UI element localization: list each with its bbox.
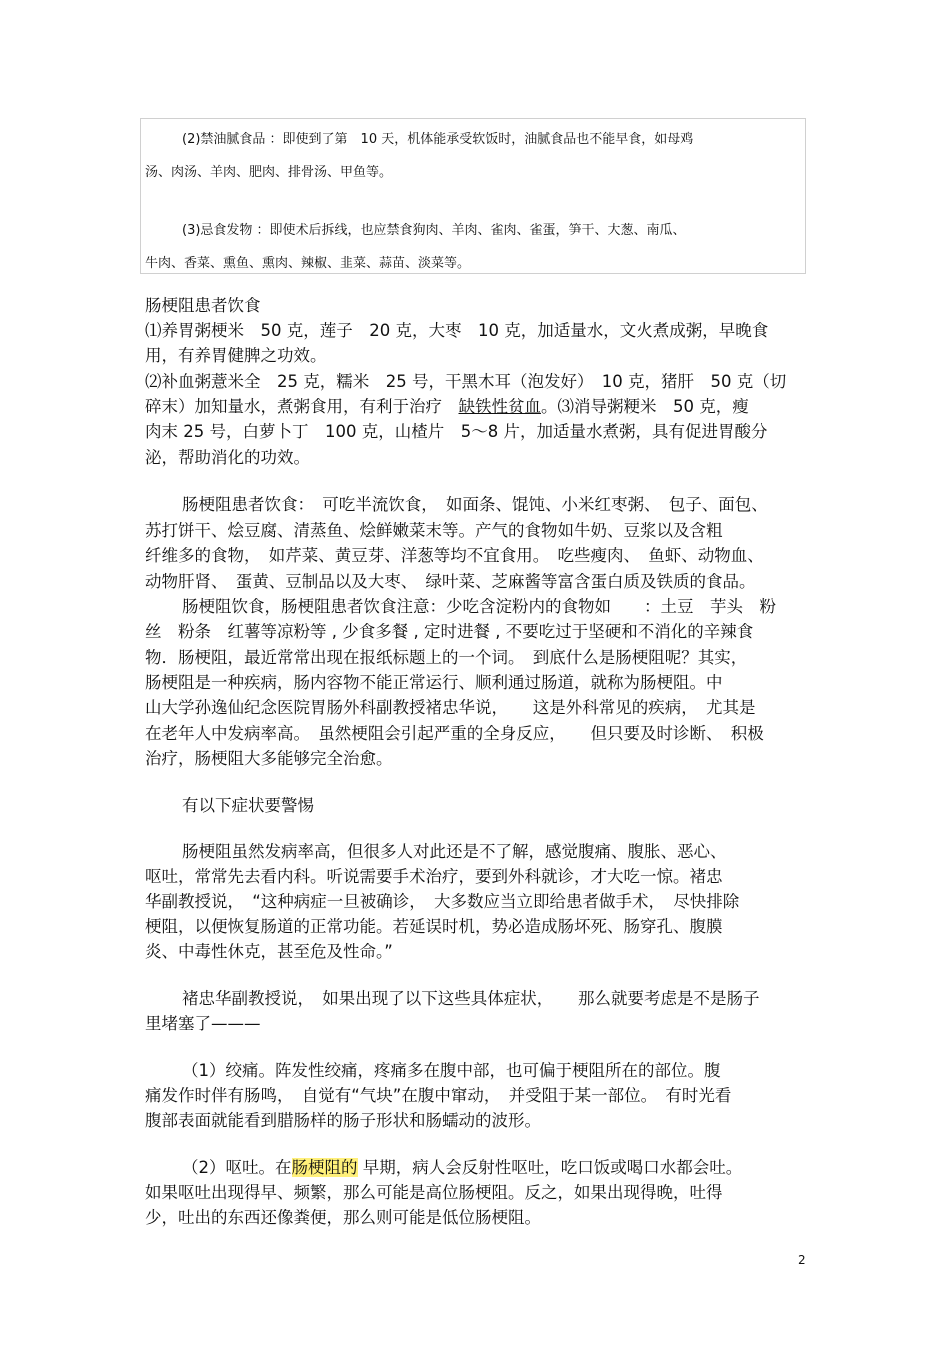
note-para-line-2: 丝 粉条 红薯等凉粉等 , 少食多餐 , 定时进餐 , 不要吃过于坚硬和不消化的辛辣食 [145,622,754,641]
page-number: 2 [798,1253,806,1267]
vomit-para-line-2: 如果呕吐出现得早、频繁，那么可能是高位肠梗阻。反之，如果出现得晚，吐得 [145,1183,723,1202]
note-para-line-5: 山大学孙逸仙纪念医院胃肠外科副教授褚忠华说， 这是外科常见的疾病， 尤其是 [145,698,756,717]
intro-para-line-2: 呕吐，常常先去看内科。听说需要手术治疗，要到外科就诊，才大吃一惊。褚忠 [145,867,723,886]
vomit-para-line-3: 少，吐出的东西还像粪便，那么则可能是低位肠梗阻。 [145,1208,541,1227]
recipe-line-4 [145,399,749,416]
intro-para-line-4: 梗阻，以便恢复肠道的正常功能。若延误时机，势必造成肠坏死、肠穿孔、腹膜 [145,917,723,936]
diet-para-line-1: 肠梗阻患者饮食： 可吃半流饮食， 如面条、馄饨、小米红枣粥、 包子、面包、 [182,495,768,514]
box-item-2-line2: 汤、肉汤、羊肉、肥肉、排骨汤、甲鱼等。 [145,165,393,180]
diet-para-line-2: 苏打饼干、烩豆腐、清蒸鱼、烩鲜嫩菜末等。产气的食物如牛奶、豆浆以及含粗 [145,521,723,540]
intro-para-line-3: 华副教授说， “这种病症一旦被确诊， 大多数应当立即给患者做手术， 尽快排除 [145,892,740,911]
intro-para-line-5: 炎、中毒性休克，甚至危及性命。” [145,942,393,961]
vomit-para-line-1 [182,1160,742,1177]
note-para-line-7: 治疗，肠梗阻大多能够完全治愈。 [145,749,393,768]
prof-para-line-2: 里堵塞了——— [145,1014,261,1033]
section-title: 肠梗阻患者饮食 [145,296,261,315]
box-item-3-line1: (3)忌食发物 ：即使术后拆线，也应禁食狗肉、羊肉、雀肉、雀蛋，笋干、大葱、南瓜、 [182,223,686,238]
recipe-line-6: 泌，帮助消化的功效。 [145,448,310,467]
anemia-link[interactable]: 缺铁性贫血 [458,397,541,416]
highlighted-term: 肠梗阻的 [291,1158,358,1177]
note-para-line-6: 在老年人中发病率高。 虽然梗阻会引起严重的全身反应， 但只要及时诊断、 积极 [145,724,764,743]
vomit-line-1-post: 早期，病人会反射性呕吐，吃口饭或喝口水都会吐。 [357,1158,743,1177]
box-item-2-line1: (2)禁油腻食品 ：即使到了第 10 天，机体能承受软饭时，油腻食品也不能早食，如母鸡 [182,132,694,147]
box-item-3-line2: 牛肉、香菜、熏鱼、熏肉、辣椒、韭菜、蒜苗、淡菜等。 [145,256,471,271]
diet-para-line-4: 动物肝肾、 蛋黄、豆制品以及大枣、 绿叶菜、芝麻酱等富含蛋白质及铁质的食品。 [145,572,756,591]
diet-para-line-3: 纤维多的食物， 如芹菜、黄豆芽、洋葱等均不宜食用。 吃些瘦肉、 鱼虾、动物血、 [145,546,764,565]
pain-para-line-1: （1）绞痛。阵发性绞痛，疼痛多在腹中部，也可偏于梗阻所在的部位。腹 [182,1061,721,1080]
recipe-line-4-pre: 碎末）加知量水，煮粥食用，有利于治疗 [145,397,459,416]
warning-heading: 有以下症状要警惕 [182,796,314,815]
vomit-line-1-pre: （2）呕吐。在 [182,1158,292,1177]
note-para-line-4: 肠梗阻是一种疾病，肠内容物不能正常运行、顺利通过肠道，就称为肠梗阻。中 [145,673,723,692]
recipe-line-1: ⑴养胃粥梗米 50 克，莲子 20 克，大枣 10 克，加适量水，文火煮成粥，早晚食 [145,321,769,340]
recipe-line-3: ⑵补血粥薏米全 25 克，糯米 25 号，干黑木耳（泡发好） 10 克，猪肝 50 克（切 [145,372,787,391]
pain-para-line-2: 痛发作时伴有肠鸣， 自觉有“气块”在腹中窜动， 并受阻于某一部位。 有时光看 [145,1086,732,1105]
recipe-line-2: 用，有养胃健脾之功效。 [145,346,327,365]
pain-para-line-3: 腹部表面就能看到腊肠样的肠子形状和肠蠕动的波形。 [145,1111,541,1130]
note-para-line-3: 物．肠梗阻，最近常常出现在报纸标题上的一个词。 到底什么是肠梗阻呢？其实， [145,648,748,667]
prof-para-line-1: 褚忠华副教授说， 如果出现了以下这些具体症状， 那么就要考虑是不是肠子 [182,989,760,1008]
intro-para-line-1: 肠梗阻虽然发病率高，但很多人对此还是不了解，感觉腹痛、腹胀、恶心、 [182,842,727,861]
recipe-line-4-post: 。⑶消导粥粳米 50 克，瘦 [541,397,749,416]
note-para-line-1: 肠梗阻饮食，肠梗阻患者饮食注意：少吃含淀粉内的食物如 ：土豆 芋头 粉 [182,597,776,616]
recipe-line-5: 肉末 25 号，白萝卜丁 100 克，山楂片 5～8 片，加适量水煮粥，具有促进胃酸分 [145,422,768,441]
